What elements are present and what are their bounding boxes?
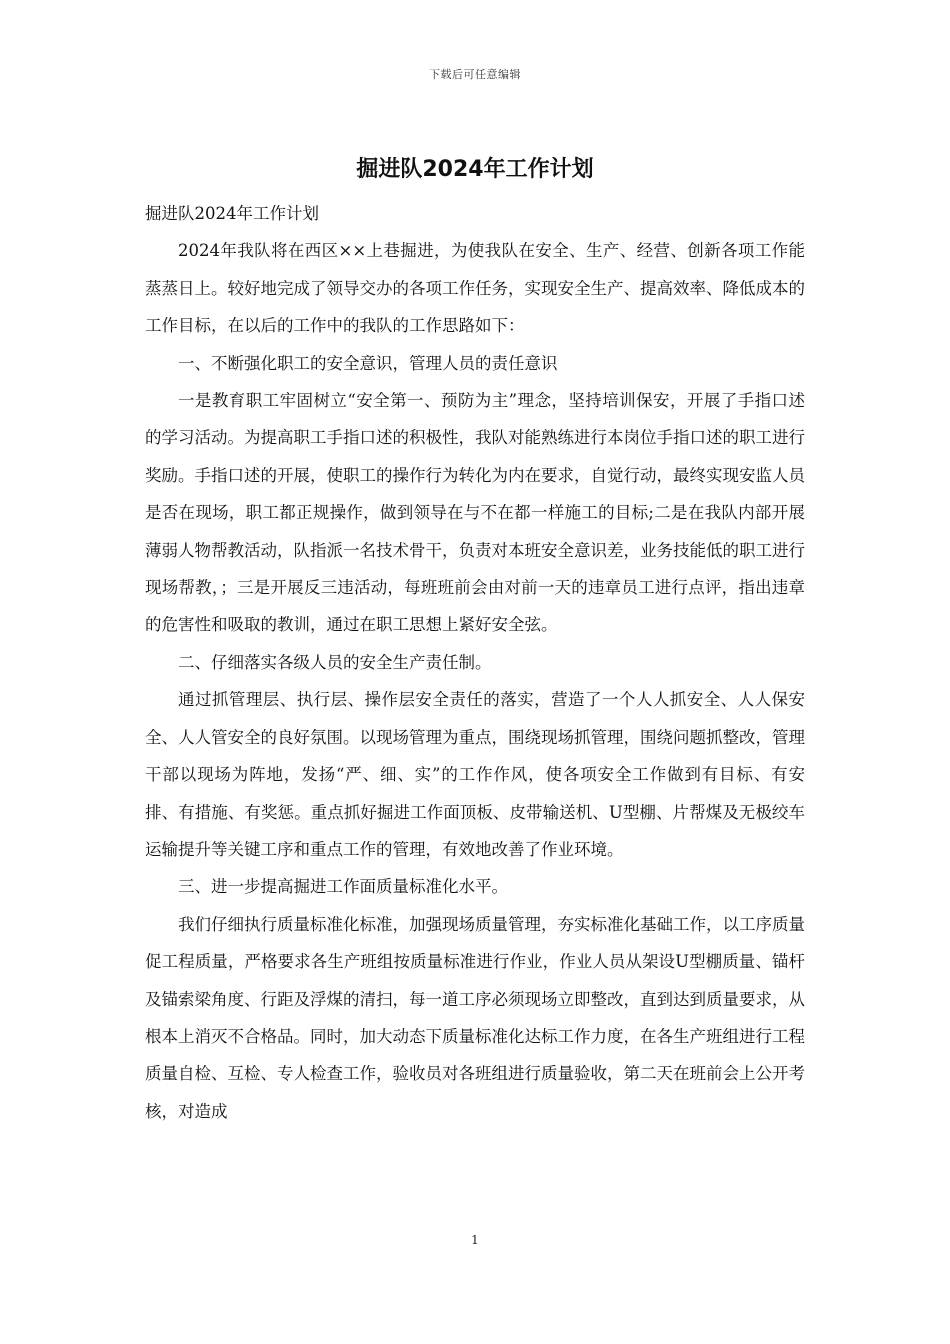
body-paragraph: 2024年我队将在西区××上巷掘进，为使我队在安全、生产、经营、创新各项工作能蒸蒸日上。较好地完成了领导交办的各项工作任务，实现安全生产、提高效率、降低成本的工作目标，在以后的工作中的我队的工作思路如下： (145, 241, 805, 336)
page-header-note: 下载后可任意编辑 (429, 68, 521, 81)
section-heading: 二、仔细落实各级人员的安全生产责任制。 (178, 652, 492, 672)
page-number: 1 (471, 1233, 479, 1247)
body-paragraph: 一是教育职工牢固树立“安全第一、预防为主”理念，坚持培训保安，开展了手指口述的学习活动。为提高职工手指口述的积极性，我队对能熟练进行本岗位手指口述的职工进行奖励。手指口述的开展，使职工的操作行为转化为内在要求，自觉行动，最终实现安监人员是否在现场，职工都正规操作，做到领导在与不在都一样施工的目标;二是在我队内部开展薄弱人物帮教活动，队指派一名技术骨干，负责对本班安全意识差，业务技能低的职工进行现场帮教，；三是开展反三违活动，每班班前会由对前一天的违章员工进行点评，指出违章的危害性和吸取的教训，通过在职工思想上紧好安全弦。 (145, 391, 805, 635)
body-paragraph: 通过抓管理层、执行层、操作层安全责任的落实，营造了一个人人抓安全、人人保安全、人人管安全的良好氛围。以现场管理为重点，围绕现场抓管理，围绕问题抓整改，管理干部以现场为阵地，发扬“严、细、实”的工作作风，使各项安全工作做到有目标、有安排、有措施、有奖惩。重点抓好掘进工作面顶板、皮带输送机、U型棚、片帮煤及无极绞车运输提升等关键工序和重点工作的管理，有效地改善了作业环境。 (145, 690, 805, 859)
document-body (145, 195, 805, 1130)
section-heading: 三、进一步提高掘进工作面质量标准化水平。 (178, 877, 508, 897)
body-paragraph: 我们仔细执行质量标准化标准，加强现场质量管理，夯实标准化基础工作，以工序质量促工程质量，严格要求各生产班组按质量标准进行作业，作业人员从架设U型棚质量、锚杆及锚索梁角度、行距及浮煤的清扫，每一道工序必须现场立即整改，直到达到质量要求，从根本上消灭不合格品。同时，加大动态下质量标准化达标工作力度，在各生产班组进行工程质量自检、互检、专人检查工作，验收员对各班组进行质量验收，第二天在班前会上公开考核，对造成 (145, 914, 805, 1121)
section-heading: 一、不断强化职工的安全意识，管理人员的责任意识 (178, 353, 558, 373)
body-subtitle-paragraph: 掘进队2024年工作计划 (145, 204, 319, 223)
document-title: 掘进队2024年工作计划 (356, 157, 594, 182)
